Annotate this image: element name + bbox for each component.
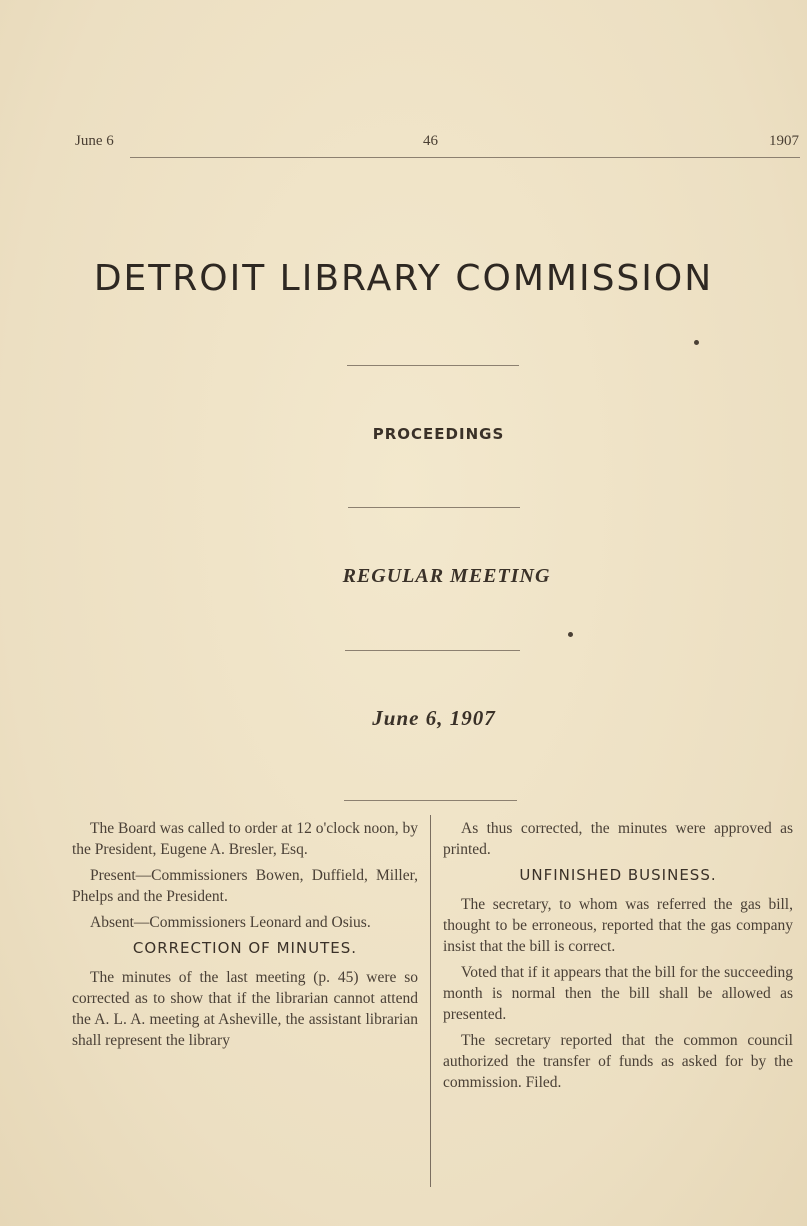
subtitle-proceedings: PROCEEDINGS (372, 425, 505, 443)
paragraph: Absent—Commissioners Leonard and Osius. (90, 914, 371, 931)
header-rule (130, 157, 800, 158)
paragraph: Voted that if it appears that the bill for the succeeding month is normal then the bill shall be allowed as presented. (443, 964, 794, 1023)
paragraph: Present—Commissioners Bowen, Duffield, Miller, Phelps and the President. (72, 867, 418, 905)
divider-1 (347, 365, 519, 366)
page-title: DETROIT LIBRARY COMMISSION (93, 258, 714, 299)
divider-2 (348, 507, 520, 508)
section-heading: UNFINISHED BUSINESS. (519, 866, 717, 884)
right-column (443, 818, 793, 1098)
paragraph: As thus corrected, the minutes were approved as printed. (443, 820, 793, 858)
page-number: 46 (423, 133, 438, 149)
paragraph: The secretary reported that the common council authorized the transfer of funds as asked for by the commission. Filed. (443, 1032, 793, 1091)
paragraph: The minutes of the last meeting (p. 45) were so corrected as to show that if the librarian cannot attend the A. L. A. meeting at Asheville, the assistant librarian shall represent the library (72, 969, 418, 1049)
column-rule (430, 815, 431, 1187)
divider-3 (345, 650, 520, 651)
meeting-date: June 6, 1907 (372, 706, 496, 730)
header-date: June 6 (75, 133, 114, 149)
paragraph: The Board was called to order at 12 o'clock noon, by the President, Eugene A. Bresler, Esq. (72, 820, 418, 858)
left-column (72, 818, 418, 1056)
running-head (75, 133, 799, 157)
ink-speck (568, 632, 573, 637)
divider-4 (344, 800, 517, 801)
header-year: 1907 (769, 133, 799, 149)
section-heading: CORRECTION OF MINUTES. (132, 939, 358, 957)
paragraph: The secretary, to whom was referred the gas bill, thought to be erroneous, reported that the gas company insist that the bill is correct. (443, 896, 793, 955)
meeting-heading: REGULAR MEETING (342, 565, 551, 587)
ink-speck (694, 340, 699, 345)
